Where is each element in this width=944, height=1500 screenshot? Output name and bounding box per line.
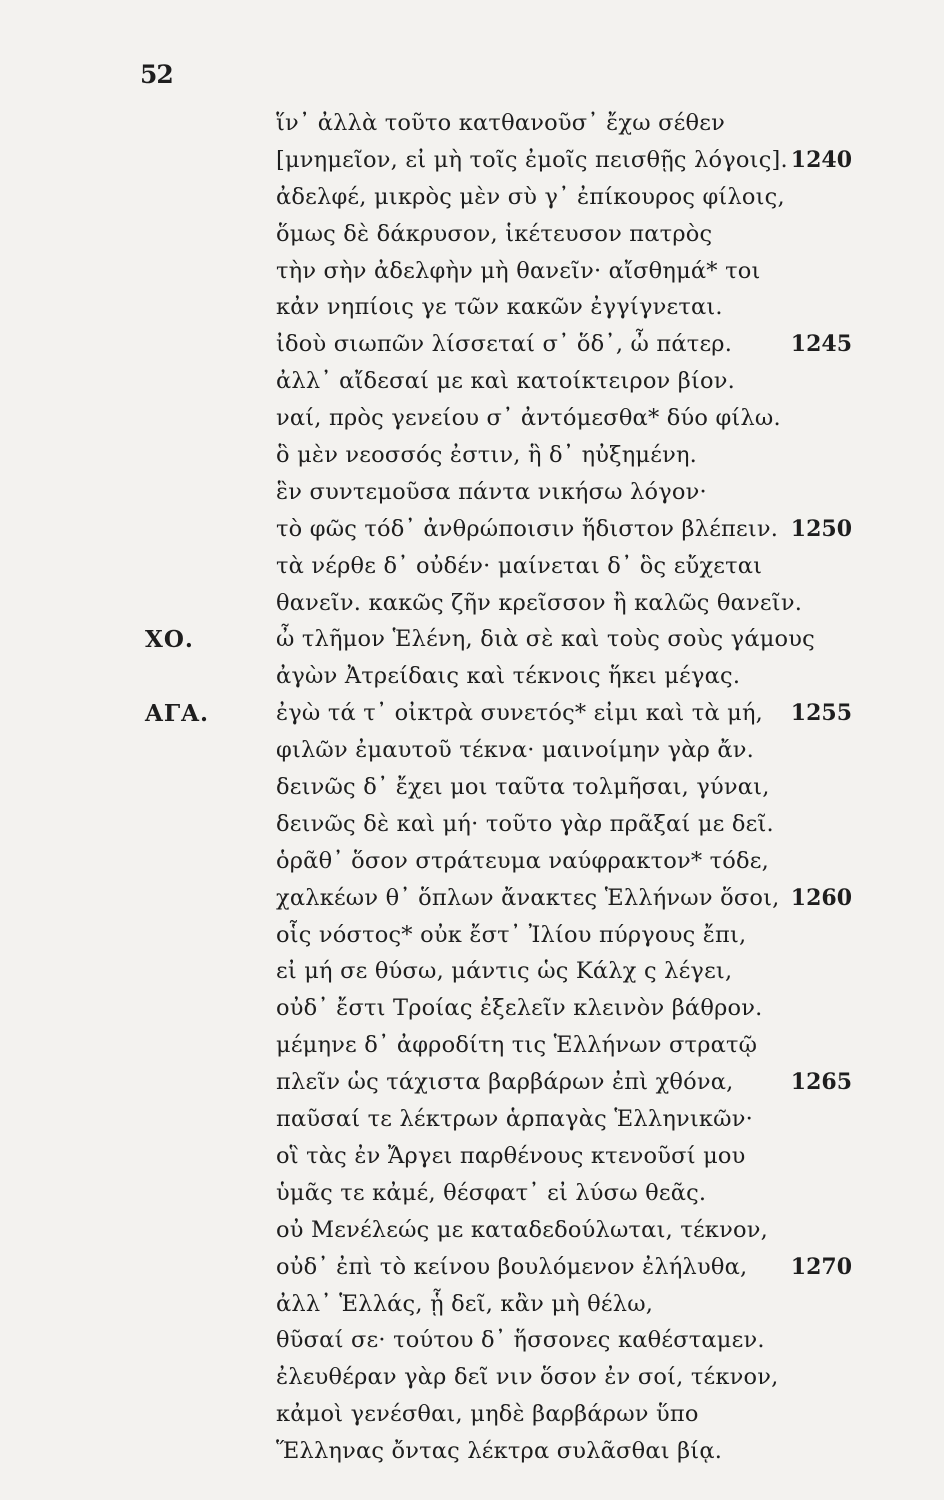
verse-line: [0, 879, 944, 916]
verse-line-text: ὃ μὲν νεοσσός ἐστιν, ἣ δ᾽ ηὐξημένη.: [276, 442, 698, 469]
verse-line: [0, 1248, 944, 1285]
verse-line: [0, 178, 944, 215]
verse-text: [0, 104, 944, 1469]
verse-line-text: ἰδοὺ σιωπῶν λίσσεταί σ᾽ ὅδ᾽, ὦ πάτερ.: [276, 331, 733, 358]
verse-line: [0, 510, 944, 547]
verse-line-text: τὰ νέρθε δ᾽ οὐδέν· μαίνεται δ᾽ ὃς εὔχεται: [276, 552, 763, 579]
verse-line-text: ἐγὼ τά τ᾽ οἰκτρὰ συνετός* εἰμι καὶ τὰ μή,: [276, 700, 764, 727]
verse-line: [0, 805, 944, 842]
line-number: 1270: [790, 1253, 852, 1280]
line-number: 1255: [790, 700, 852, 727]
verse-line: [0, 325, 944, 362]
verse-line: [0, 547, 944, 584]
line-number: 1265: [790, 1069, 852, 1096]
verse-line-text: τὸ φῶς τόδ᾽ ἀνθρώποισιν ἥδιστον βλέπειν.: [276, 515, 779, 542]
verse-line: [0, 1432, 944, 1469]
verse-line: [0, 104, 944, 141]
verse-line-text: ὅμως δὲ δάκρυσον, ἱκέτευσον πατρὸς: [276, 220, 713, 247]
line-number: 1245: [790, 331, 852, 358]
verse-line-text: μέμηνε δ᾽ ἀφροδίτη τις Ἑλλήνων στρατῷ: [276, 1032, 758, 1059]
verse-line-text: Ἕλληνας ὄντας λέκτρα συλᾶσθαι βίᾳ.: [276, 1438, 723, 1465]
verse-line: [0, 1211, 944, 1248]
verse-line-text: εἰ μή σε θύσω, μάντις ὡς Κάλχ ς λέγει,: [276, 958, 733, 985]
verse-line: [0, 1358, 944, 1395]
verse-line: [0, 288, 944, 325]
verse-line: [0, 1063, 944, 1100]
verse-line-text: θανεῖν. κακῶς ζῆν κρεῖσσον ἢ καλῶς θανεῖν.: [276, 589, 803, 616]
verse-line-text: [μνημεῖον, εἰ μὴ τοῖς ἐμοῖς πεισθῇς λόγοις].: [276, 146, 788, 173]
verse-line: [0, 694, 944, 731]
verse-line: [0, 362, 944, 399]
verse-line-text: ἓν συντεμοῦσα πάντα νικήσω λόγον·: [276, 478, 707, 505]
verse-line: [0, 473, 944, 510]
page-number: 52: [140, 60, 173, 89]
verse-line: [0, 141, 944, 178]
verse-line: [0, 620, 944, 657]
verse-line-text: χαλκέων θ᾽ ὅπλων ἄνακτες Ἑλλήνων ὅσοι,: [276, 884, 780, 911]
verse-line-text: παῦσαί τε λέκτρων ἁρπαγὰς Ἑλληνικῶν·: [276, 1106, 753, 1133]
verse-line: [0, 1174, 944, 1211]
verse-line: [0, 657, 944, 694]
verse-line-text: ἐλευθέραν γὰρ δεῖ νιν ὅσον ἐν σοί, τέκνον,: [276, 1364, 779, 1391]
line-number: 1260: [790, 884, 852, 911]
verse-line: [0, 1026, 944, 1063]
verse-line-text: οὐδ᾽ ἐπὶ τὸ κείνου βουλόμενον ἐλήλυθα,: [276, 1253, 748, 1280]
speaker-label: ΑΓΑ.: [145, 700, 210, 728]
verse-line-text: ναί, πρὸς γενείου σ᾽ ἀντόμεσθα* δύο φίλω.: [276, 405, 781, 432]
verse-line: [0, 952, 944, 989]
verse-line-text: οὐδ᾽ ἔστι Τροίας ἐξελεῖν κλεινὸν βάθρον.: [276, 995, 763, 1022]
verse-line-text: ὁρᾶθ᾽ ὅσον στράτευμα ναύφρακτον* τόδε,: [276, 847, 769, 874]
verse-line-text: φιλῶν ἐμαυτοῦ τέκνα· μαινοίμην γὰρ ἄν.: [276, 737, 755, 764]
verse-line: [0, 916, 944, 953]
verse-line: [0, 768, 944, 805]
speaker-label: ΧΟ.: [145, 626, 194, 654]
verse-line-text: οἷς νόστος* οὐκ ἔστ᾽ Ἰλίου πύργους ἔπι,: [276, 921, 747, 948]
verse-line: [0, 252, 944, 289]
verse-line-text: κἀμοὶ γενέσθαι, μηδὲ βαρβάρων ὕπο: [276, 1401, 699, 1428]
verse-line-text: ἀδελφέ, μικρὸς μὲν σὺ γ᾽ ἐπίκουρος φίλοις,: [276, 183, 785, 210]
verse-line: [0, 1137, 944, 1174]
verse-line-text: οὐ Μενέλεώς με καταδεδούλωται, τέκνον,: [276, 1216, 768, 1243]
verse-line: [0, 436, 944, 473]
verse-line: [0, 399, 944, 436]
verse-line-text: ἀγὼν Ἀτρείδαις καὶ τέκνοις ἥκει μέγας.: [276, 663, 741, 690]
verse-line-text: δεινῶς δὲ καὶ μή· τοῦτο γὰρ πρᾶξαί με δεῖ.: [276, 810, 774, 837]
line-number: 1250: [790, 515, 852, 542]
verse-line: [0, 584, 944, 621]
verse-line: [0, 1321, 944, 1358]
verse-line-text: ἵν᾽ ἀλλὰ τοῦτο κατθανοῦσ᾽ ἔχω σέθεν: [276, 110, 725, 136]
verse-line: [0, 842, 944, 879]
verse-line-text: ἀλλ᾽ Ἑλλάς, ᾗ δεῖ, κἂν μὴ θέλω,: [276, 1290, 654, 1317]
verse-line: [0, 731, 944, 768]
verse-line: [0, 1100, 944, 1137]
verse-line-text: ὑμᾶς τε κἀμέ, θέσφατ᾽ εἰ λύσω θεᾶς.: [276, 1179, 707, 1206]
line-number: 1240: [790, 146, 852, 173]
verse-line: [0, 215, 944, 252]
verse-line-text: πλεῖν ὡς τάχιστα βαρβάρων ἐπὶ χθόνα,: [276, 1069, 734, 1096]
verse-line-text: θῦσαί σε· τούτου δ᾽ ἥσσονες καθέσταμεν.: [276, 1327, 765, 1354]
verse-line-text: ἀλλ᾽ αἴδεσαί με καὶ κατοίκτειρον βίον.: [276, 368, 735, 395]
verse-line: [0, 989, 944, 1026]
verse-line: [0, 1285, 944, 1322]
verse-line-text: κἀν νηπίοις γε τῶν κακῶν ἐγγίγνεται.: [276, 294, 723, 321]
verse-line-text: ὦ τλῆμον Ἑλένη, διὰ σὲ καὶ τοὺς σοὺς γάμους: [276, 626, 815, 653]
verse-line-text: δεινῶς δ᾽ ἔχει μοι ταῦτα τολμῆσαι, γύναι,: [276, 774, 770, 801]
verse-line: [0, 1395, 944, 1432]
verse-line-text: οἳ τὰς ἐν Ἄργει παρθένους κτενοῦσί μου: [276, 1142, 746, 1169]
verse-line-text: τὴν σὴν ἀδελφὴν μὴ θανεῖν· αἴσθημά* τοι: [276, 257, 761, 284]
